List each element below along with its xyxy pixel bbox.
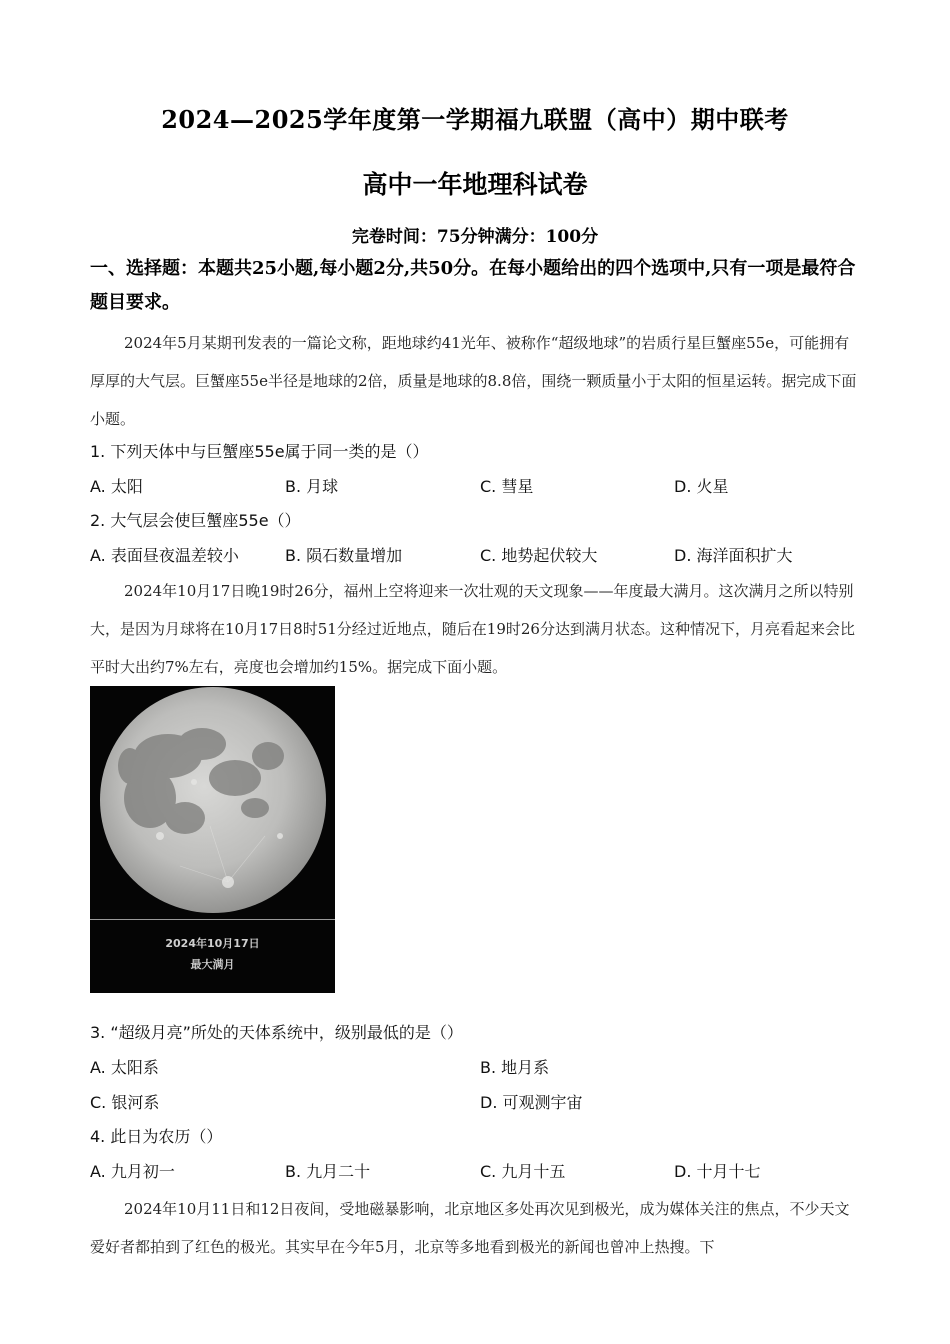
question-4-stem: 4. 此日为农历（） [90,1127,223,1146]
moon-caption-date: 2024年10月17日 [165,937,260,950]
full-moon-image [90,686,335,919]
question-2-option-d: D. 海洋面积扩大 [674,546,793,565]
section-heading: 一、选择题：本题共25小题,每小题2分,共50分。在每小题给出的四个选项中,只有一项是最符合题目要求。 [90,258,856,313]
question-4-option-b: B. 九月二十 [285,1162,371,1181]
question-3-stem: 3. “超级月亮”所处的天体系统中，级别最低的是（） [90,1023,463,1042]
question-4-option-d: D. 十月十七 [674,1162,761,1181]
exam-subtitle: 高中一年地理科试卷 [362,170,588,199]
moon-photo [90,686,335,993]
image-divider [90,919,335,920]
exam-time-score: 完卷时间：75分钟满分：100分 [351,227,599,247]
question-1-option-c: C. 彗星 [480,477,534,496]
question-2-option-a: A. 表面昼夜温差较小 [90,546,239,565]
question-3-option-c: C. 银河系 [90,1093,160,1112]
exam-title: 2024—2025学年度第一学期福九联盟（高中）期中联考 [161,105,789,134]
passage-1: 2024年5月某期刊发表的一篇论文称，距地球约41光年、被称作“超级地球”的岩质行星巨蟹座55e，可能拥有厚厚的大气层。巨蟹座55e半径是地球的2倍，质量是地球的8.8倍，围绕一颗质量小于太阳的恒星运转。据完成下面小题。 [90,334,857,428]
question-1-stem: 1. 下列天体中与巨蟹座55e属于同一类的是（） [90,442,429,461]
question-4-option-c: C. 九月十五 [480,1162,566,1181]
question-3-option-d: D. 可观测宇宙 [480,1093,583,1112]
question-1-option-d: D. 火星 [674,477,729,496]
question-2-option-b: B. 陨石数量增加 [285,546,403,565]
passage-2: 2024年10月17日晚19时26分，福州上空将迎来一次壮观的天文现象——年度最大满月。这次满月之所以特别大，是因为月球将在10月17日8时51分经过近地点，随后在19时26分达到满月状态。这种情况下，月亮看起来会比平时大出约7%左右，亮度也会增加约15%。据完成下面小题。 [90,582,855,676]
passage-3: 2024年10月11日和12日夜间，受地磁暴影响，北京地区多处再次见到极光，成为媒体关注的焦点，不少天文爱好者都拍到了红色的极光。其实早在今年5月，北京等多地看到极光的新闻也曾冲上热搜。下 [90,1200,850,1256]
question-1-option-a: A. 太阳 [90,477,143,496]
moon-caption-label: 最大满月 [190,958,235,971]
question-1-option-b: B. 月球 [285,477,339,496]
question-3-option-b: B. 地月系 [480,1058,550,1077]
question-3-option-a: A. 太阳系 [90,1058,159,1077]
question-2-stem: 2. 大气层会使巨蟹座55e（） [90,511,301,530]
question-4-option-a: A. 九月初一 [90,1162,175,1181]
question-2-option-c: C. 地势起伏较大 [480,546,598,565]
